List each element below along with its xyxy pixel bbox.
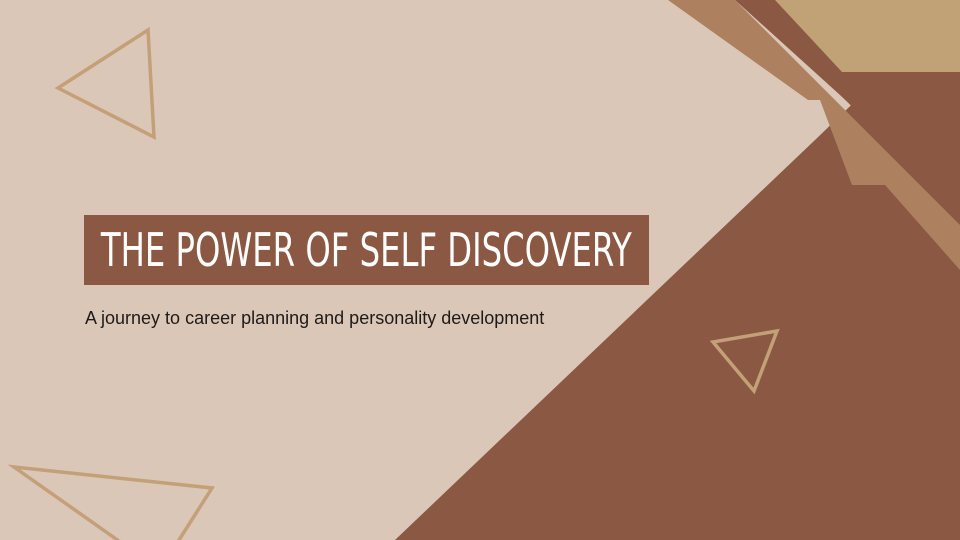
slide-subtitle: A journey to career planning and personality development	[85, 308, 545, 328]
outline-triangle-bottom-left	[14, 467, 212, 540]
outline-triangle-top-left	[58, 30, 154, 137]
slide-title: THE POWER OF SELF DISCOVERY	[101, 223, 632, 277]
title-banner	[84, 215, 649, 285]
